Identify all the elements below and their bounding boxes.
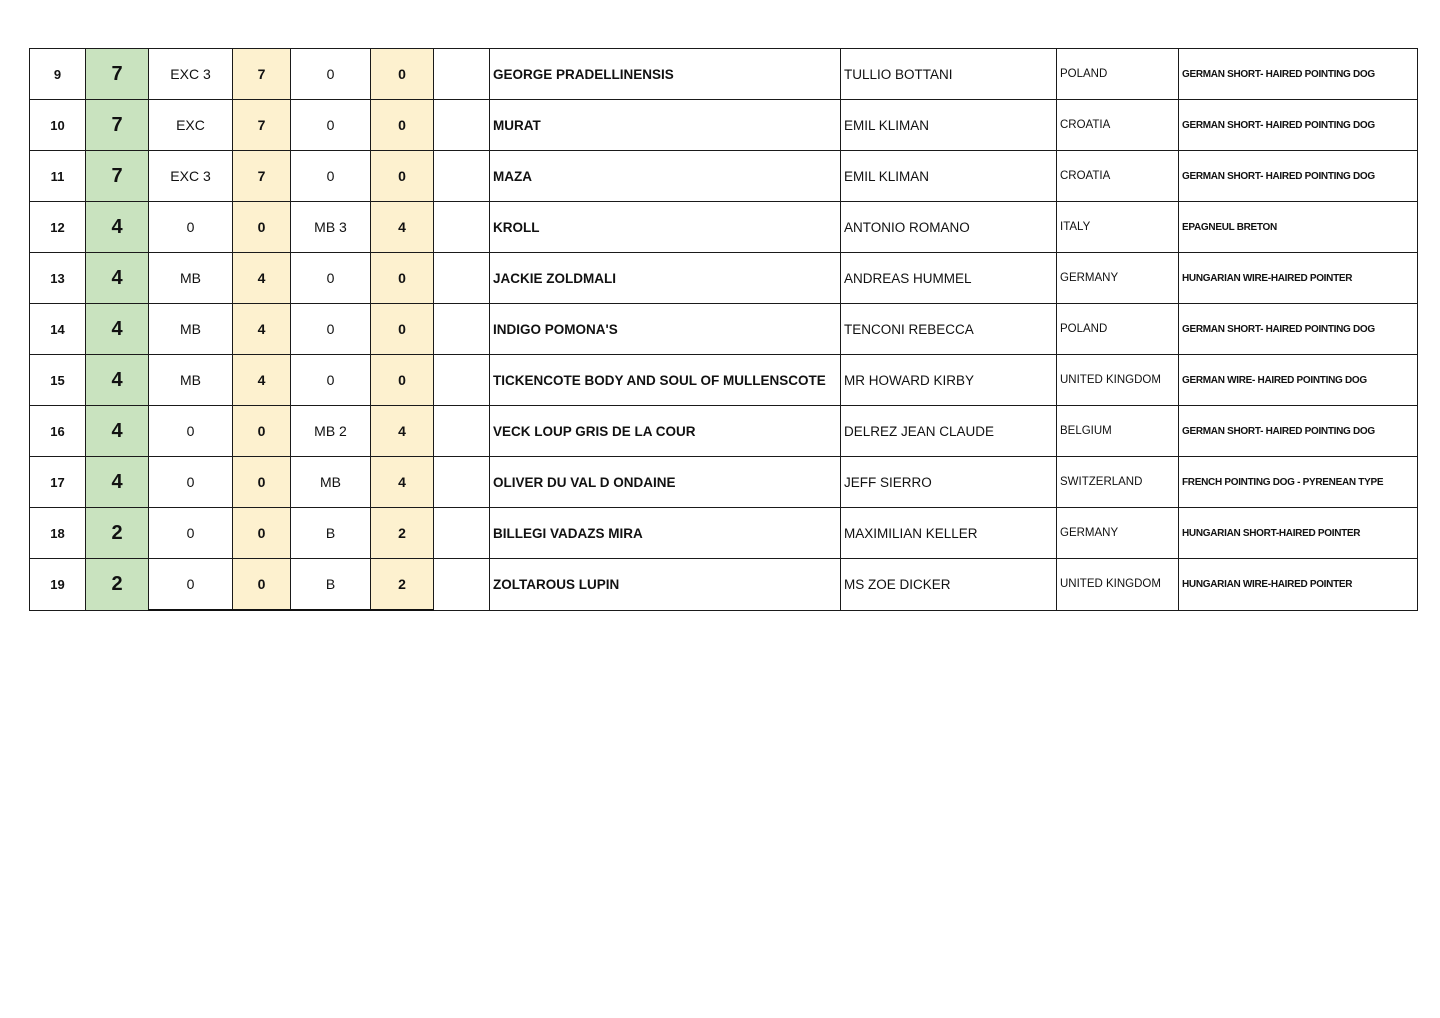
day1-points-cell: 7 (233, 151, 291, 202)
entry-number-cell: 14 (30, 304, 86, 355)
total-points-cell: 4 (86, 202, 149, 253)
blank-cell-cell (434, 406, 490, 457)
entry-number-cell: 9 (30, 49, 86, 100)
owner-name-cell: DELREZ JEAN CLAUDE (841, 406, 1057, 457)
owner-name-cell: MAXIMILIAN KELLER (841, 508, 1057, 559)
blank-cell-cell (434, 253, 490, 304)
dog-name-cell: ZOLTAROUS LUPIN (490, 559, 841, 611)
breed-cell: GERMAN SHORT- HAIRED POINTING DOG (1179, 304, 1418, 355)
owner-name-cell: TENCONI REBECCA (841, 304, 1057, 355)
total-points-cell: 7 (86, 151, 149, 202)
day1-grade-cell: MB (149, 355, 233, 406)
day1-points-cell: 0 (233, 559, 291, 611)
table-row (30, 457, 1418, 508)
day1-points-cell: 0 (233, 406, 291, 457)
day2-grade-cell: MB (291, 457, 371, 508)
day2-points-cell: 4 (371, 406, 434, 457)
day2-grade-cell: 0 (291, 151, 371, 202)
blank-cell-cell (434, 151, 490, 202)
dog-name-cell: KROLL (490, 202, 841, 253)
blank-cell-cell (434, 304, 490, 355)
total-points-cell: 4 (86, 355, 149, 406)
total-points-cell: 2 (86, 559, 149, 611)
table-row (30, 355, 1418, 406)
owner-name-cell: TULLIO BOTTANI (841, 49, 1057, 100)
day1-points-cell: 0 (233, 202, 291, 253)
dog-name-cell: GEORGE PRADELLINENSIS (490, 49, 841, 100)
blank-cell-cell (434, 202, 490, 253)
breed-cell: FRENCH POINTING DOG - PYRENEAN TYPE (1179, 457, 1418, 508)
breed-cell: HUNGARIAN WIRE-HAIRED POINTER (1179, 559, 1418, 611)
table-row (30, 49, 1418, 100)
day1-grade-cell: 0 (149, 559, 233, 611)
entry-number-cell: 19 (30, 559, 86, 611)
country-cell: POLAND (1057, 304, 1179, 355)
country-cell: BELGIUM (1057, 406, 1179, 457)
day2-points-cell: 2 (371, 559, 434, 611)
day2-grade-cell: 0 (291, 253, 371, 304)
dog-name-cell: OLIVER DU VAL D ONDAINE (490, 457, 841, 508)
country-cell: ITALY (1057, 202, 1179, 253)
blank-cell-cell (434, 355, 490, 406)
day2-grade-cell: 0 (291, 49, 371, 100)
blank-cell-cell (434, 49, 490, 100)
total-points-cell: 7 (86, 49, 149, 100)
table-row (30, 508, 1418, 559)
owner-name-cell: ANDREAS HUMMEL (841, 253, 1057, 304)
owner-name-cell: EMIL KLIMAN (841, 151, 1057, 202)
total-points-cell: 4 (86, 406, 149, 457)
owner-name-cell: MS ZOE DICKER (841, 559, 1057, 611)
day1-grade-cell: 0 (149, 406, 233, 457)
day1-points-cell: 4 (233, 355, 291, 406)
breed-cell: GERMAN SHORT- HAIRED POINTING DOG (1179, 49, 1418, 100)
country-cell: CROATIA (1057, 100, 1179, 151)
table-row (30, 559, 1418, 611)
entry-number-cell: 12 (30, 202, 86, 253)
day2-points-cell: 4 (371, 457, 434, 508)
results-body (30, 49, 1418, 611)
day1-points-cell: 0 (233, 508, 291, 559)
blank-cell-cell (434, 559, 490, 611)
day1-grade-cell: EXC 3 (149, 151, 233, 202)
day2-points-cell: 0 (371, 151, 434, 202)
day1-points-cell: 4 (233, 304, 291, 355)
dog-name-cell: VECK LOUP GRIS DE LA COUR (490, 406, 841, 457)
day2-grade-cell: 0 (291, 355, 371, 406)
day1-points-cell: 0 (233, 457, 291, 508)
table-row (30, 202, 1418, 253)
day2-points-cell: 0 (371, 49, 434, 100)
day2-grade-cell: MB 3 (291, 202, 371, 253)
country-cell: UNITED KINGDOM (1057, 559, 1179, 611)
country-cell: UNITED KINGDOM (1057, 355, 1179, 406)
day2-points-cell: 0 (371, 100, 434, 151)
day1-grade-cell: MB (149, 304, 233, 355)
table-row (30, 100, 1418, 151)
day2-grade-cell: B (291, 559, 371, 611)
results-table (29, 48, 1418, 611)
day1-points-cell: 7 (233, 49, 291, 100)
country-cell: CROATIA (1057, 151, 1179, 202)
entry-number-cell: 10 (30, 100, 86, 151)
day1-grade-cell: 0 (149, 457, 233, 508)
breed-cell: HUNGARIAN WIRE-HAIRED POINTER (1179, 253, 1418, 304)
breed-cell: GERMAN WIRE- HAIRED POINTING DOG (1179, 355, 1418, 406)
country-cell: GERMANY (1057, 253, 1179, 304)
breed-cell: GERMAN SHORT- HAIRED POINTING DOG (1179, 100, 1418, 151)
dog-name-cell: MAZA (490, 151, 841, 202)
entry-number-cell: 18 (30, 508, 86, 559)
day2-grade-cell: B (291, 508, 371, 559)
table-row (30, 406, 1418, 457)
breed-cell: GERMAN SHORT- HAIRED POINTING DOG (1179, 406, 1418, 457)
country-cell: SWITZERLAND (1057, 457, 1179, 508)
total-points-cell: 4 (86, 253, 149, 304)
day1-grade-cell: EXC 3 (149, 49, 233, 100)
breed-cell: GERMAN SHORT- HAIRED POINTING DOG (1179, 151, 1418, 202)
day2-points-cell: 0 (371, 253, 434, 304)
dog-name-cell: BILLEGI VADAZS MIRA (490, 508, 841, 559)
owner-name-cell: ANTONIO ROMANO (841, 202, 1057, 253)
dog-name-cell: MURAT (490, 100, 841, 151)
dog-name-cell: JACKIE ZOLDMALI (490, 253, 841, 304)
day2-grade-cell: 0 (291, 100, 371, 151)
entry-number-cell: 17 (30, 457, 86, 508)
day2-grade-cell: 0 (291, 304, 371, 355)
owner-name-cell: EMIL KLIMAN (841, 100, 1057, 151)
total-points-cell: 4 (86, 457, 149, 508)
entry-number-cell: 13 (30, 253, 86, 304)
entry-number-cell: 15 (30, 355, 86, 406)
breed-cell: HUNGARIAN SHORT-HAIRED POINTER (1179, 508, 1418, 559)
country-cell: POLAND (1057, 49, 1179, 100)
day1-points-cell: 7 (233, 100, 291, 151)
total-points-cell: 2 (86, 508, 149, 559)
day1-grade-cell: 0 (149, 508, 233, 559)
table-row (30, 304, 1418, 355)
entry-number-cell: 11 (30, 151, 86, 202)
breed-cell: EPAGNEUL BRETON (1179, 202, 1418, 253)
country-cell: GERMANY (1057, 508, 1179, 559)
day1-points-cell: 4 (233, 253, 291, 304)
day2-points-cell: 0 (371, 355, 434, 406)
total-points-cell: 7 (86, 100, 149, 151)
owner-name-cell: MR HOWARD KIRBY (841, 355, 1057, 406)
day1-grade-cell: 0 (149, 202, 233, 253)
blank-cell-cell (434, 100, 490, 151)
entry-number-cell: 16 (30, 406, 86, 457)
day2-points-cell: 4 (371, 202, 434, 253)
day1-grade-cell: MB (149, 253, 233, 304)
day2-points-cell: 0 (371, 304, 434, 355)
day2-points-cell: 2 (371, 508, 434, 559)
day1-grade-cell: EXC (149, 100, 233, 151)
dog-name-cell: INDIGO POMONA'S (490, 304, 841, 355)
blank-cell-cell (434, 508, 490, 559)
day2-grade-cell: MB 2 (291, 406, 371, 457)
total-points-cell: 4 (86, 304, 149, 355)
owner-name-cell: JEFF SIERRO (841, 457, 1057, 508)
blank-cell-cell (434, 457, 490, 508)
table-row (30, 253, 1418, 304)
table-row (30, 151, 1418, 202)
dog-name-cell: TICKENCOTE BODY AND SOUL OF MULLENSCOTE (490, 355, 841, 406)
